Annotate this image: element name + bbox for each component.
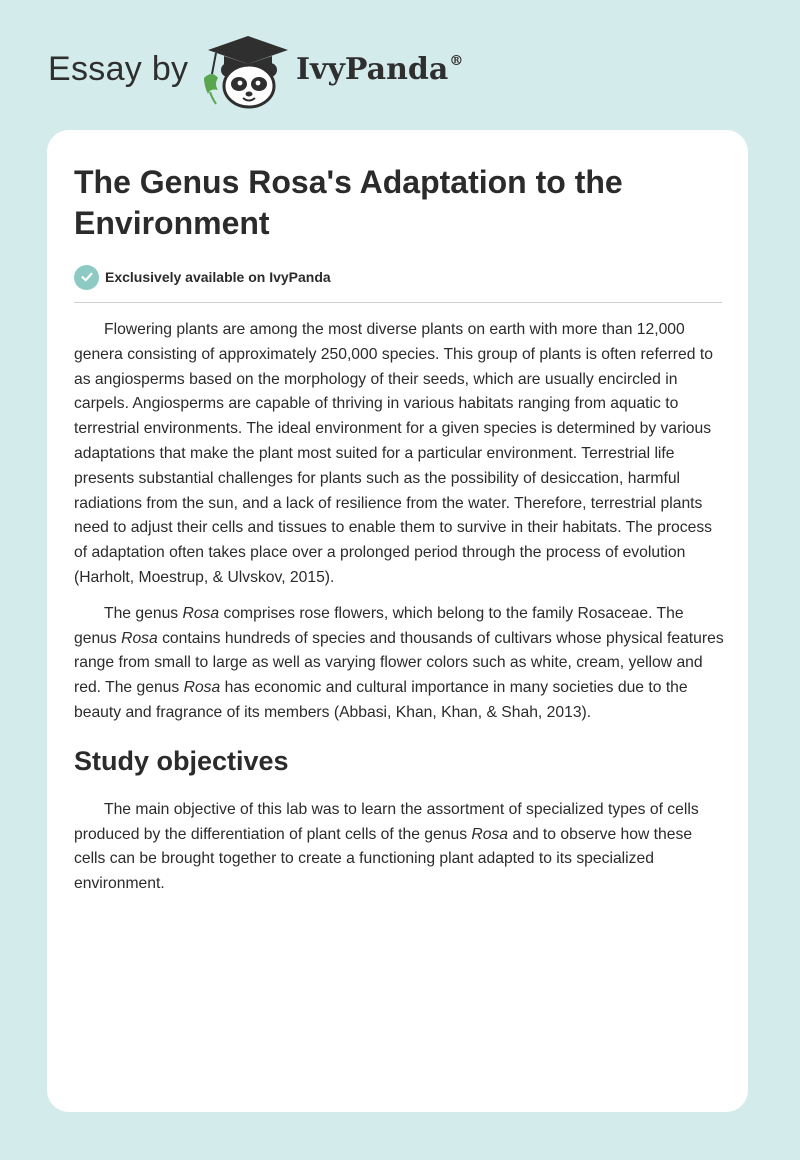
divider [74, 302, 722, 303]
paragraph-intro-1: Flowering plants are among the most diverse plants on earth with more than 12,000 genera consisting of approximately 250,000 species. This group of plants is often referred to as angiosperms based on the morphology of their seeds, which are usually encircled in carpels. Angiosperms are capable of thriving in various habitats ranging from aquatic to terrestrial environments. The ideal environment for a given species is determined by various adaptations that make the plant most suited for a particular environment. Terrestrial life presents substantial challenges for plants such as the possibility of desiccation, harmful radiations from the sun, and a lack of resilience from the water. Therefore, terrestrial plants need to adjust their cells and tissues to enable them to survive in their habitats. The process of adaptation often takes place over a prolonged period through the process of evolution (Harholt, Moestrup, & Ulvskov, 2015). [74, 321, 713, 586]
paragraph-intro-2: The genus Rosa comprises rose flowers, which belong to the family Rosaceae. The genus Rosa contains hundreds of species and thousands of cultivars whose physical features range from small to large as well as varying flower colors such as white, cream, yellow and red. The genus Rosa has economic and cultural importance in many societies due to the beauty and fragrance of its members (Abbasi, Khan, Khan, & Shah, 2013). [74, 604, 724, 721]
panda-graduate-icon[interactable] [198, 34, 294, 110]
site-header [0, 0, 800, 130]
paragraph-study-objectives: The main objective of this lab was to learn the assortment of specialized types of cells produced by the differentiation of plant cells of the genus Rosa and to observe how these cells can be brought together to create a functioning plant adapted to its specialized environment. [74, 800, 699, 893]
essay-card [47, 130, 748, 1112]
exclusive-badge [74, 264, 331, 290]
italic-term: Rosa [183, 679, 221, 697]
essay-by-label: Essay by [48, 50, 189, 88]
italic-term: Rosa [471, 825, 509, 843]
article-body [74, 318, 726, 908]
page-title: The Genus Rosa's Adaptation to the Environment [74, 164, 623, 241]
section-heading-study-objectives: Study objectives [74, 745, 289, 776]
italic-term: Rosa [121, 629, 158, 647]
brand-name-text: IvyPanda [296, 52, 449, 87]
exclusive-badge-label: Exclusively available on IvyPanda [105, 269, 331, 285]
brand-name[interactable] [296, 52, 463, 87]
italic-term: Rosa [182, 604, 220, 622]
registered-mark: ® [449, 53, 464, 69]
check-circle-icon [74, 265, 99, 290]
